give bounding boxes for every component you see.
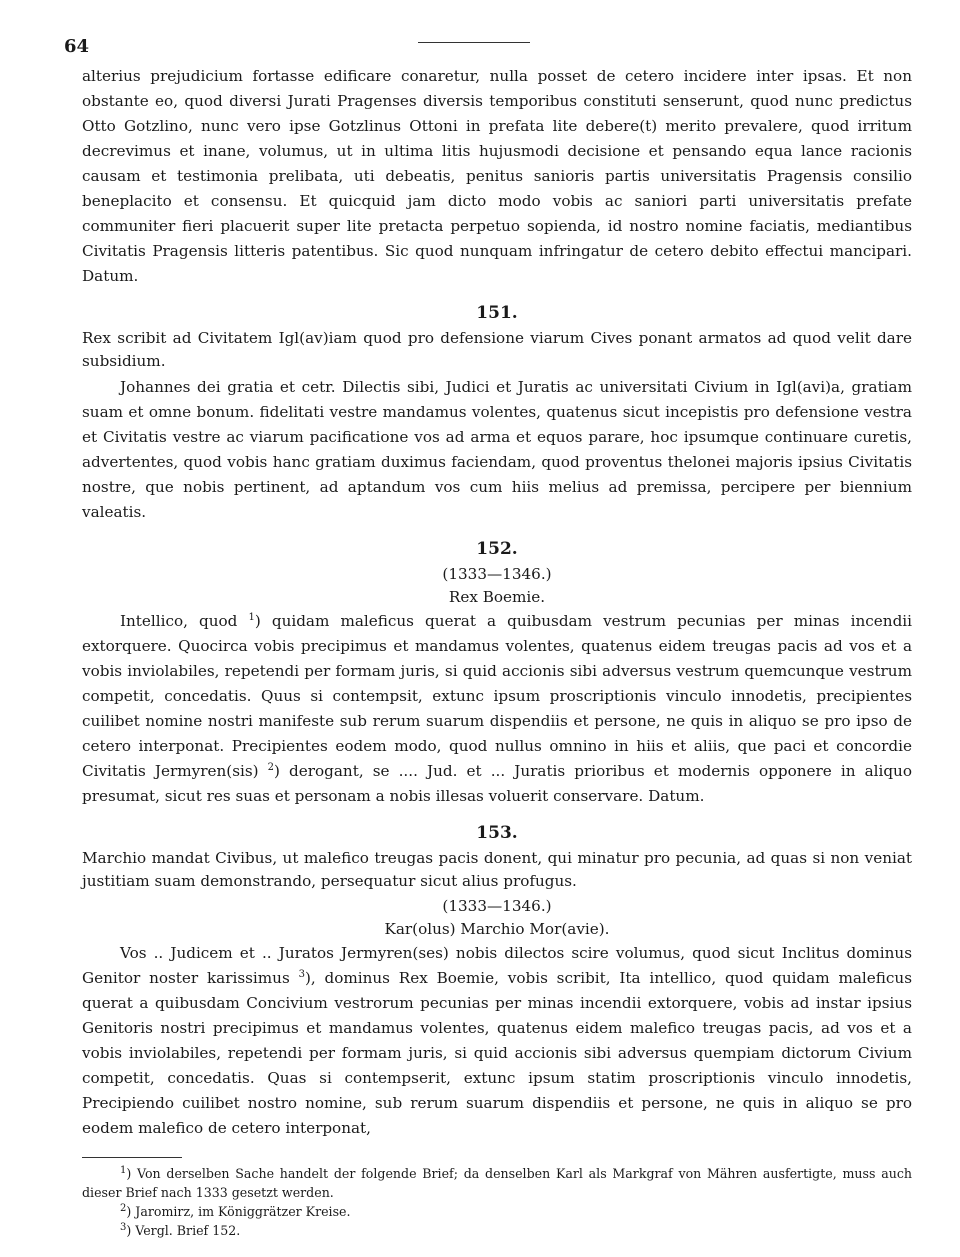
header-rule [418, 42, 530, 43]
intro-paragraph: alterius prejudicium fortasse edificare conaretur, nulla posset de cetero incidere inter ipsas. Et non obstante eo, quod diversi Jurati Pragenses diversis temporibus constituti senserunt, quod nunc predictus Otto Gotzlino, nunc vero ipse Gotzlinus Ottoni in prefata lite debere(t) merito prevalere, quod irritum decrevimus et inane, volumus, ut in ultima litis hujusmodi decisione et pensando equa lance racionis causam et testimonia prelibata, uti debeatis, penitus sanioris partis universitatis Pragensis consilio beneplacito et consensu. Et quicquid jam dicto modo vobis ac saniori parti universitatis prefate communiter fieri placuerit super lite pretacta perpetuo sopienda, id nostro nomine faciatis, mediantibus Civitatis Pragensis litteris patentibus. Sic quod nunquam infringatur de cetero debito effectui mancipari. Datum. [82, 67, 912, 285]
document-151 [82, 301, 912, 525]
footnote-rule [82, 1157, 182, 1158]
document-number-151: 151. [476, 303, 518, 323]
footnote-3 [82, 1221, 912, 1240]
footnote-mark: 2 [120, 1202, 127, 1214]
document-153 [82, 821, 912, 1141]
footnote-text: ) Vergl. Brief 152. [126, 1223, 241, 1238]
text-153-part-b: ), dominus Rex Boemie, vobis scribit, Ita intellico, quod quidam maleficus querat a quibusdam Concivium vestrorum pecunias per minas incendii extorquere, vobis ad instar ipsius Genitoris nostri precipimus et mandamus volentes, quatenus eidem malefico treugas pacis, ad vos et a vobis inviolabiles, repetendi per formam juris, si quid accionis sibi adversus quempiam dictorum Civium competit, concedatis. Quas si contempserit, extunc ipsum statim proscriptionis vinculo innodetis, Precipiendo cuilibet nostro nomine, sub rerum suarum dispendiis et persone, ne quis in aliquo se pro eodem malefico de cetero interponat, [82, 969, 912, 1137]
footnote-text: ) Von derselben Sache handelt der folgende Brief; da denselben Karl als Markgraf von Mähren ausfertigte, muss auch dieser Brief nach 1333 gesetzt werden. [82, 1166, 912, 1200]
document-152 [82, 537, 912, 809]
issuer-153: Kar(olus) Marchio Mor(avie). [384, 920, 610, 938]
date-152: (1333—1346.) [442, 565, 552, 583]
text-153 [82, 941, 912, 1141]
footnotes [82, 1164, 912, 1240]
regest-153: Marchio mandat Civibus, ut malefico treugas pacis donent, qui minatur pro pecunia, ad quas si non veniat justitiam suam demonstrando, persequatur sicut alius profugus. [82, 849, 912, 890]
footnote-text: ) Jaromirz, im Königgrätzer Kreise. [126, 1204, 351, 1219]
text-152-part-a: Intellico, quod [120, 612, 238, 630]
text-152 [82, 609, 912, 809]
footnote-ref-2: 2 [267, 761, 275, 773]
page-header [64, 30, 912, 64]
regest-151: Rex scribit ad Civitatem Igl(av)iam quod pro defensione viarum Cives ponant armatos ad quod velit dare subsidium. [82, 329, 912, 370]
text-152-part-b: ) quidam maleficus querat a quibusdam vestrum pecunias per minas incendii extorquere. Quocirca vobis precipimus et mandamus volentes, quatenus eidem treugas pacis ad vos et a vobis inviolabiles, repetendi per formam juris, si quid accionis sibi adversus vestrum quemcunque vestrum competit, concedatis. Quus si contempsit, extunc ipsum proscriptionis vinculo innodetis, precipientes cuilibet nomine nostri manifeste sub rerum suarum dispendiis et persone, ne quis in aliquo se pro ipso de cetero interponat. Precipientes eodem modo, quod nullus omnino in hiis et aliis, que paci et concordie Civitatis Jermyren(sis) [82, 612, 913, 780]
footnote-mark: 3 [120, 1221, 127, 1233]
document-number-152: 152. [476, 539, 518, 559]
text-152-part-c: ) derogant, se .... Jud. et ... Juratis prioribus et modernis opponere in aliquo presumat, sicut res suas et personam a nobis illesas voluerit conservare. Datum. [82, 762, 912, 805]
document-number-153: 153. [476, 823, 518, 843]
footnote-mark: 1 [120, 1164, 127, 1176]
footnote-ref-1: 1 [248, 611, 255, 623]
text-151: Johannes dei gratia et cetr. Dilectis sibi, Judici et Juratis ac universitati Civium in Igl(avi)a, gratiam suam et omne bonum. fidelitati vestre mandamus volentes, quatenus sicut incepistis pro defensione vestra et Civitatis vestre ac viarum pacificatione vos ad arma et equos parare, hoc ipsumque continuare curetis, advertentes, quod vobis hanc gratiam duximus faciendam, quod proventus thelonei majoris ipsius Civitatis nostre, que nobis pertinent, ad aptandum vos cum hiis melius ad premissa, percipere per biennium valeatis. [82, 378, 912, 521]
footnote-ref-3: 3 [298, 968, 305, 980]
date-153: (1333—1346.) [442, 897, 552, 915]
text-153-part-a: Vos .. Judicem et .. Juratos Jermyren(ses) nobis dilectos scire volumus, quod sicut Inclitus dominus Genitor noster karissimus [82, 944, 912, 987]
document-page [64, 30, 913, 1240]
footnote-1 [82, 1164, 912, 1202]
page-number: 64 [64, 36, 90, 57]
footnote-2 [82, 1202, 912, 1221]
issuer-152: Rex Boemie. [448, 588, 546, 606]
